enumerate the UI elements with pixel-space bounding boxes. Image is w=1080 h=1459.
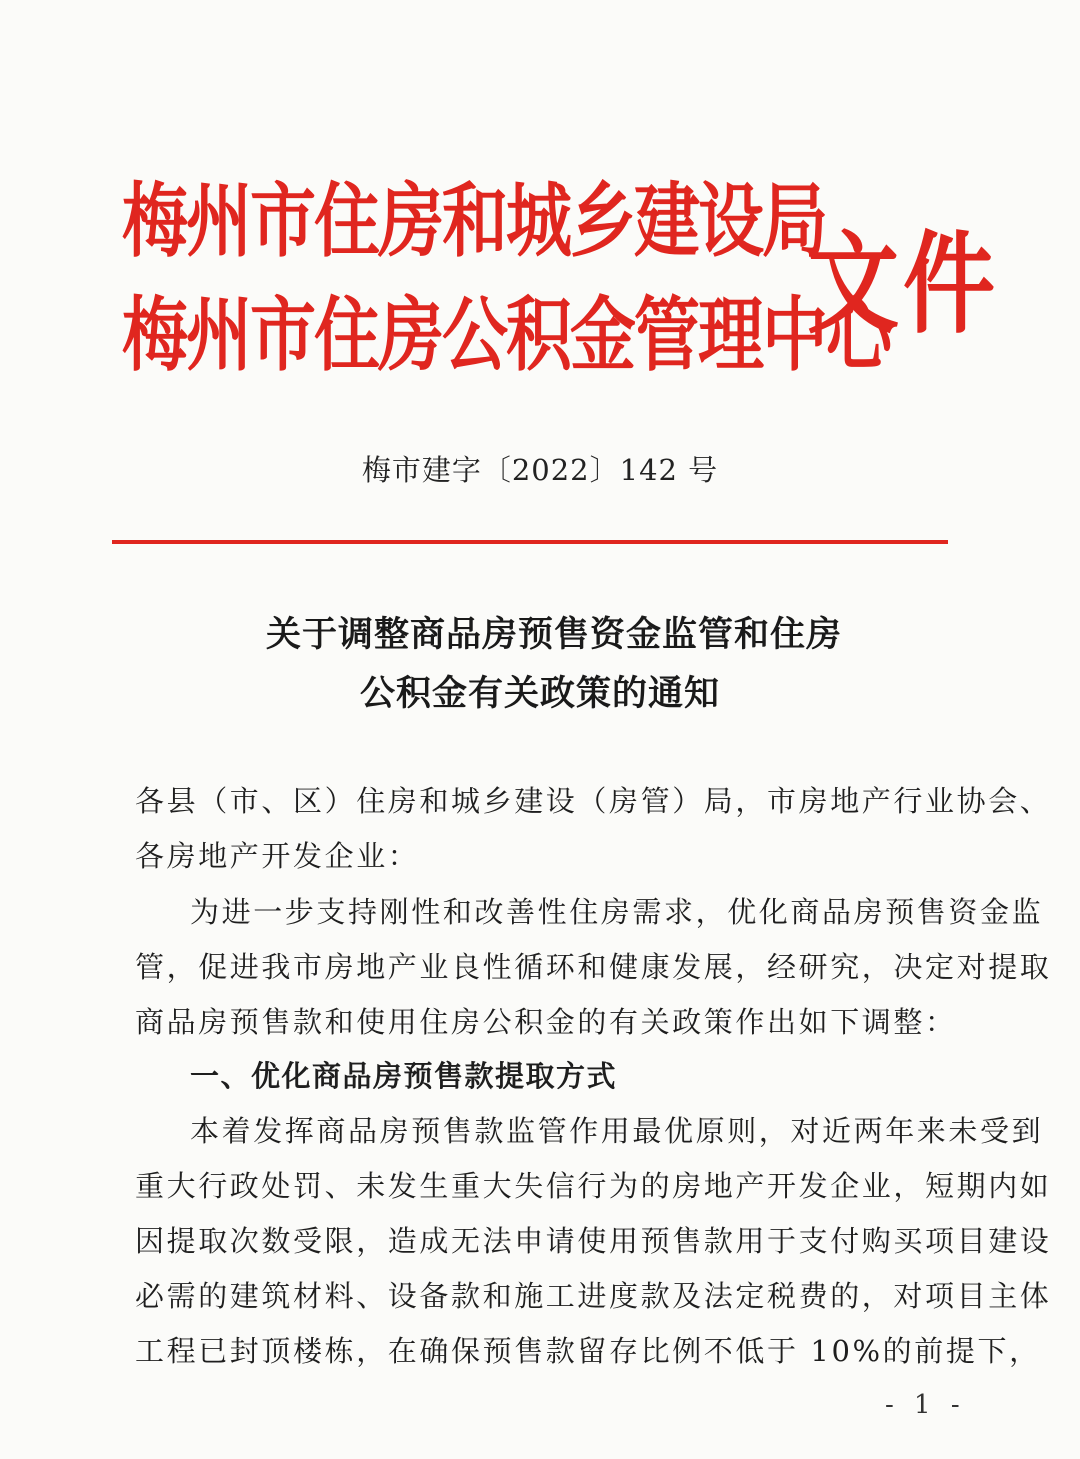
paragraph-line: 本着发挥商品房预售款监管作用最优原则，对近两年来未受到: [190, 1114, 1044, 1148]
paragraph-line: 管，促进我市房地产业良性循环和健康发展，经研究，决定对提取: [135, 950, 1052, 984]
red-divider: [112, 540, 948, 544]
paragraph-line: 因提取次数受限，造成无法申请使用预售款用于支付购买项目建设: [135, 1224, 1052, 1258]
paragraph-line: 重大行政处罚、未发生重大失信行为的房地产开发企业，短期内如: [135, 1169, 1052, 1203]
paragraph-line: 工程已封顶楼栋，在确保预售款留存比例不低于 10%的前提下，: [135, 1334, 1041, 1368]
paragraph-line: 必需的建筑材料、设备款和施工进度款及法定税费的，对项目主体: [135, 1279, 1052, 1313]
page-number: - 1 -: [885, 1390, 966, 1420]
document-number: 梅市建字〔2022〕142 号: [361, 453, 719, 487]
issuing-org-1: 梅州市住房和城乡建设局: [122, 174, 826, 269]
paragraph-line: 为进一步支持刚性和改善性住房需求，优化商品房预售资金监: [190, 895, 1044, 929]
addressee-line: 各房地产开发企业：: [135, 839, 420, 873]
document-title-line-1: 关于调整商品房预售资金监管和住房: [265, 615, 842, 655]
paragraph-line: 商品房预售款和使用住房公积金的有关政策作出如下调整：: [135, 1005, 957, 1039]
addressee-line: 各县（市、区）住房和城乡建设（房管）局，市房地产行业协会、: [135, 784, 1052, 818]
issuing-org-2: 梅州市住房公积金管理中心: [122, 288, 890, 383]
section-heading: 一、优化商品房预售款提取方式: [190, 1059, 618, 1093]
document-type-label: 文件: [807, 220, 1000, 349]
document-title-line-2: 公积金有关政策的通知: [359, 674, 720, 714]
document-header: [122, 160, 1000, 400]
